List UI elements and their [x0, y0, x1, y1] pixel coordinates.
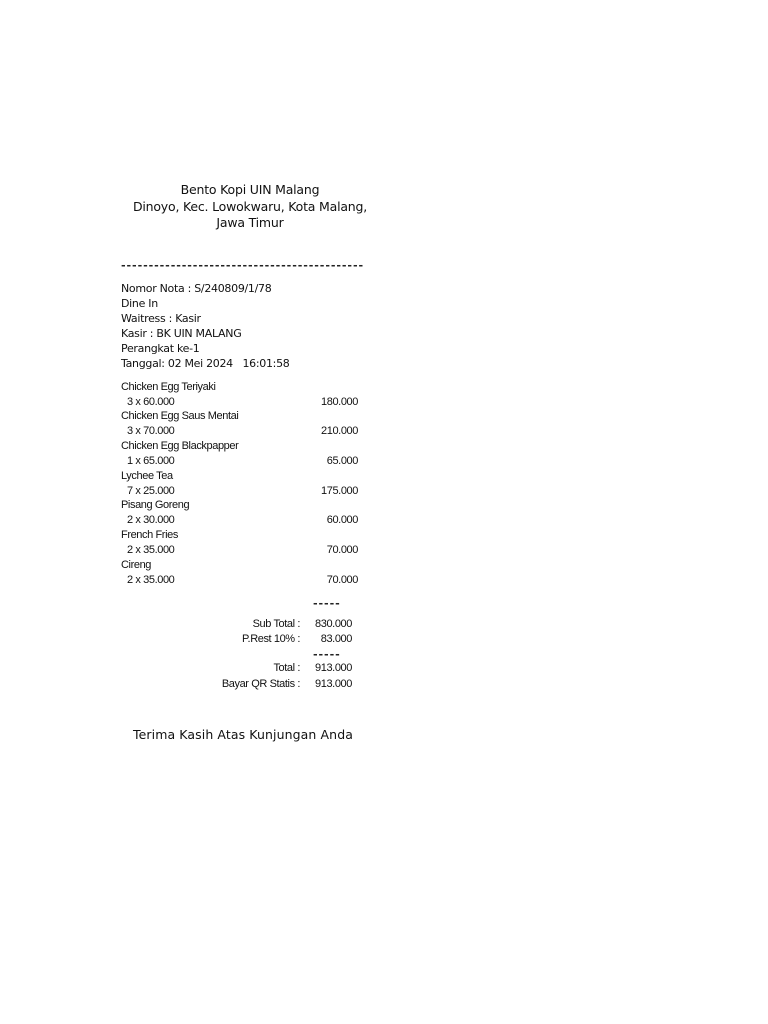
item-name: Chicken Egg Teriyaki [121, 381, 216, 393]
store-address-line1: Dinoyo, Kec. Lowokwaru, Kota Malang, [132, 199, 368, 214]
payment-value: 913.000 [315, 678, 352, 690]
prest-value: 83.000 [320, 633, 352, 645]
store-address-line2: Jawa Timur [216, 215, 284, 230]
total-value: 913.000 [315, 662, 352, 674]
separator-line: -------------------------------------------- [120, 259, 363, 272]
item-qty: 2 x 35.000 [127, 574, 175, 586]
thank-you-message: Terima Kasih Atas Kunjungan Anda [132, 727, 353, 742]
item-qty: 3 x 60.000 [127, 396, 175, 408]
total-label: Total : [273, 662, 300, 674]
item-qty: 7 x 25.000 [127, 485, 175, 497]
order-type: Dine In [121, 297, 158, 310]
separator-short: ----- [312, 597, 340, 610]
item-amount: 210.000 [321, 425, 358, 437]
item-name: Cireng [121, 559, 152, 571]
subtotal-value: 830.000 [315, 618, 352, 630]
item-qty: 3 x 70.000 [127, 425, 175, 437]
item-amount: 70.000 [326, 574, 358, 586]
item-amount: 60.000 [326, 514, 358, 526]
store-name: Bento Kopi UIN Malang [180, 182, 320, 197]
item-name: Lychee Tea [121, 470, 173, 482]
payment-label: Bayar QR Statis : [221, 678, 300, 690]
item-qty: 2 x 35.000 [127, 544, 175, 556]
item-qty: 1 x 65.000 [127, 455, 175, 467]
item-amount: 175.000 [321, 485, 358, 497]
item-amount: 180.000 [321, 396, 358, 408]
waitress: Waitress : Kasir [121, 312, 201, 325]
item-name: Pisang Goreng [121, 499, 190, 511]
item-name: Chicken Egg Saus Mentai [121, 410, 239, 422]
perangkat: Perangkat ke-1 [121, 342, 200, 355]
prest-label: P.Rest 10% : [242, 633, 300, 645]
separator-short: ----- [312, 648, 340, 661]
item-amount: 70.000 [326, 544, 358, 556]
item-qty: 2 x 30.000 [127, 514, 175, 526]
tanggal: Tanggal: 02 Mei 2024 16:01:58 [121, 357, 290, 370]
item-amount: 65.000 [326, 455, 358, 467]
nomor-nota: Nomor Nota : S/240809/1/78 [121, 282, 272, 295]
kasir: Kasir : BK UIN MALANG [121, 327, 242, 340]
item-name: Chicken Egg Blackpapper [121, 440, 239, 452]
item-name: French Fries [121, 529, 178, 541]
subtotal-label: Sub Total : [252, 618, 300, 630]
